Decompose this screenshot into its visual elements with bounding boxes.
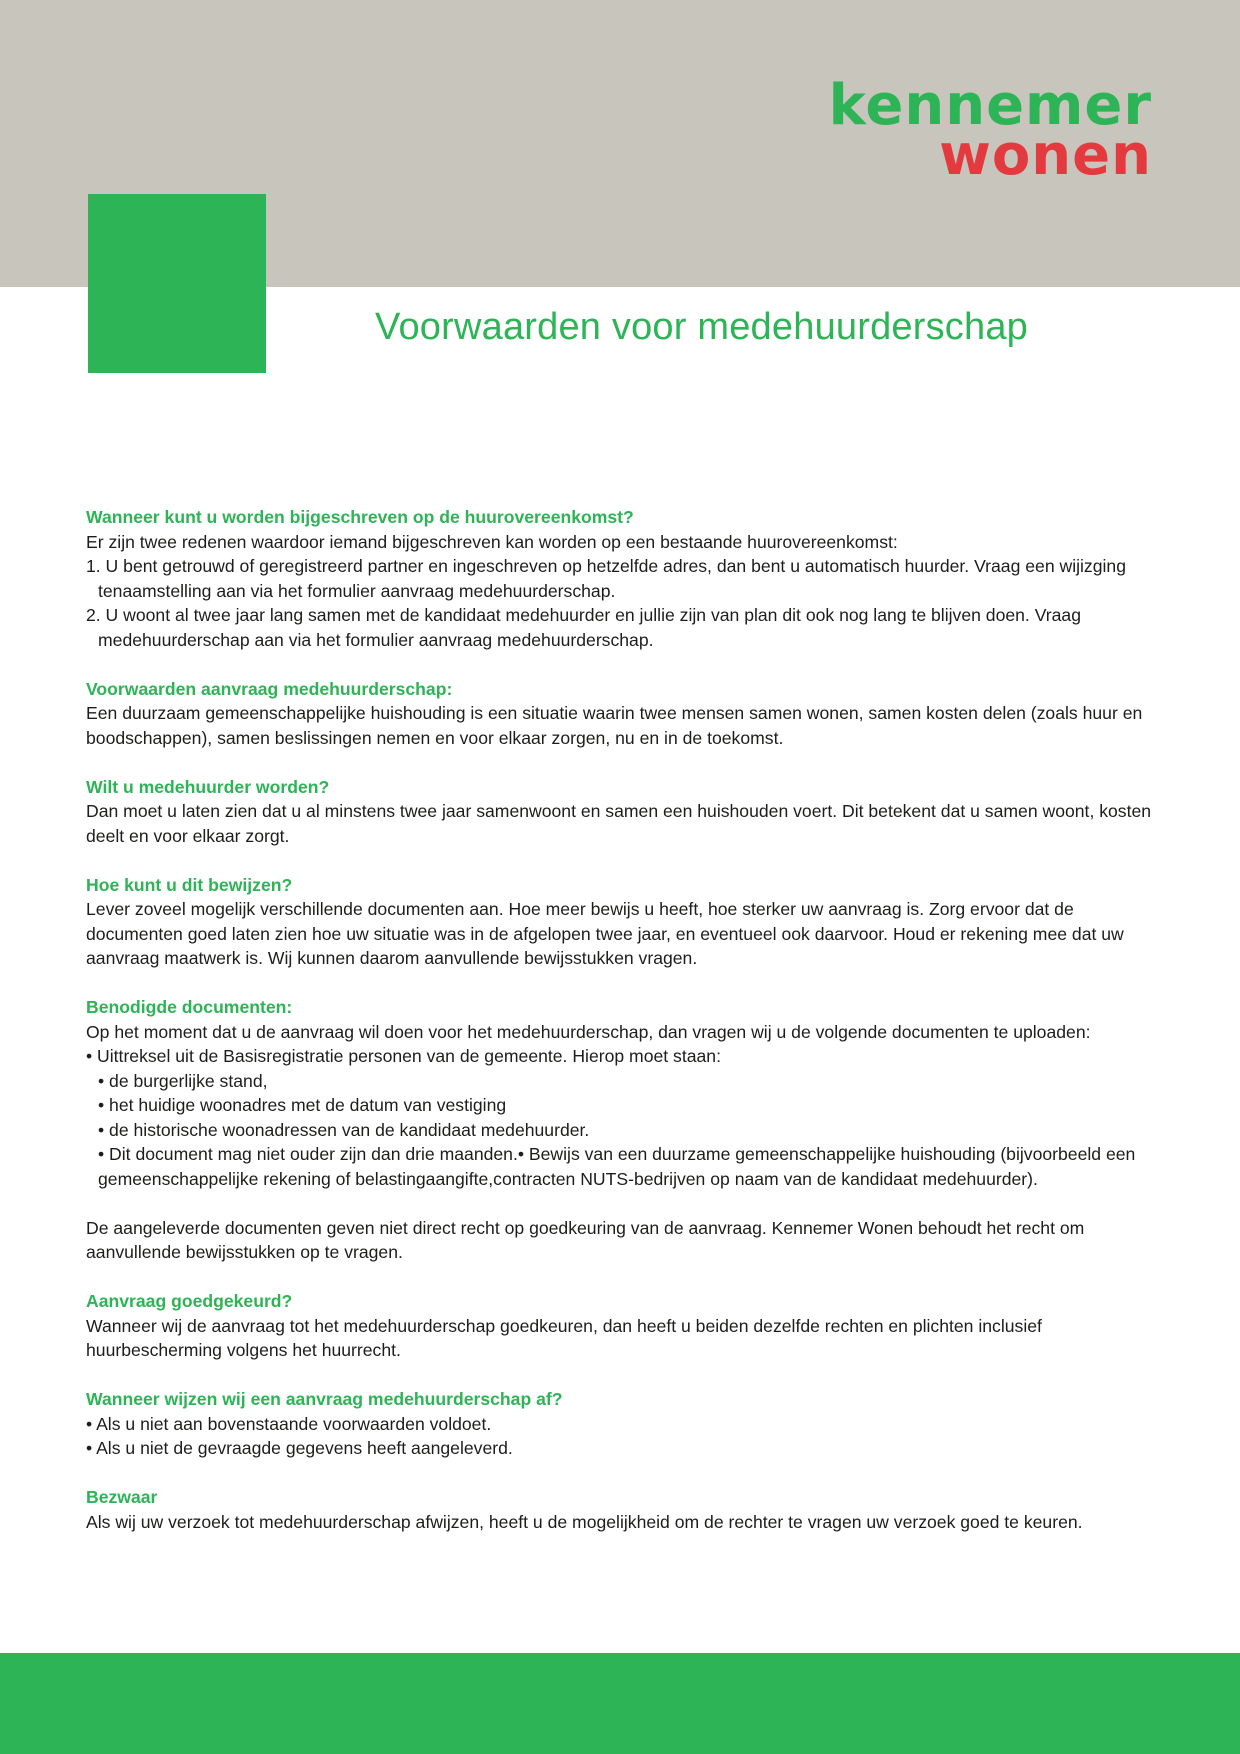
section-intro: Op het moment dat u de aanvraag wil doen voor het medehuurderschap, dan vragen wij u de volgende documenten te uploaden:	[86, 1021, 1091, 1042]
bullet-list	[86, 1044, 1156, 1069]
sub-bullet-list	[86, 1069, 1156, 1192]
section-bijschrijven	[86, 505, 1156, 652]
kennemer-wonen-logo	[828, 73, 1152, 188]
footer-band	[0, 1653, 1240, 1754]
section-body: Een duurzaam gemeenschappelijke huishouding is een situatie waarin twee mensen samen wonen, samen kosten delen (zoals huur en boodschappen), samen beslissingen nemen en voor elkaar zorgen, nu en in de toekomst.	[86, 703, 1143, 748]
list-item: 1. U bent getrouwd of geregistreerd partner en ingeschreven op hetzelfde adres, dan bent u automatisch huurder. Vraag een wijizging tenaamstelling aan via het formulier aanvraag medehuurderschap.	[86, 556, 1126, 601]
list-item: • Als u niet aan bovenstaande voorwaarden voldoet.	[86, 1413, 492, 1434]
sub-list-item: • Dit document mag niet ouder zijn dan drie maanden.• Bewijs van een duurzame gemeenschappelijke huishouding (bijvoorbeeld een gemeenschappelijke rekening of belastingaangifte,contracten NUTS-bedrijven op naam van de kandidaat medehuurder).	[98, 1144, 1136, 1189]
section-heading: Bezwaar	[86, 1487, 158, 1507]
list-item: • Uittreksel uit de Basisregistratie personen van de gemeente. Hierop moet staan:	[86, 1046, 721, 1066]
section-bezwaar	[86, 1485, 1156, 1534]
section-intro: Er zijn twee redenen waardoor iemand bijgeschreven kan worden op een bestaande huurovereenkomst:	[86, 531, 898, 552]
decorative-green-square	[88, 194, 266, 373]
document-body	[86, 505, 1156, 1559]
section-heading: Wanneer kunt u worden bijgeschreven op de huurovereenkomst?	[86, 507, 634, 527]
section-afwijzing	[86, 1387, 1156, 1461]
section-heading: Benodigde documenten:	[86, 997, 293, 1017]
section-voorwaarden	[86, 677, 1156, 751]
section-heading: Wanneer wijzen wij een aanvraag medehuurderschap af?	[86, 1389, 563, 1409]
list-item: • Als u niet de gevraagde gegevens heeft aangeleverd.	[86, 1438, 513, 1458]
section-medehuurder-worden	[86, 775, 1156, 849]
logo-line-wonen: wonen	[939, 123, 1152, 188]
section-heading: Aanvraag goedgekeurd?	[86, 1291, 293, 1311]
sub-list-item: • de historische woonadressen van de kandidaat medehuurder.	[98, 1119, 590, 1140]
numbered-list	[86, 554, 1156, 652]
section-heading: Voorwaarden aanvraag medehuurderschap:	[86, 678, 453, 699]
logo-line-kennemer: kennemer	[828, 73, 1152, 138]
section-body: Lever zoveel mogelijk verschillende documenten aan. Hoe meer bewijs u heeft, hoe sterker uw aanvraag is. Zorg ervoor dat de documenten goed laten zien hoe uw situatie was in de afgelopen twee jaar, en eventueel ook daarvoor. Houd er rekening mee dat uw aanvraag maatwerk is. Wij kunnen daarom aanvullende bewijsstukken vragen.	[86, 899, 1124, 968]
section-goedgekeurd	[86, 1289, 1156, 1363]
section-body: Wanneer wij de aanvraag tot het medehuurderschap goedkeuren, dan heeft u beiden dezelfde rechten en plichten inclusief huurbescherming volgens het huurrecht.	[86, 1315, 1042, 1360]
page-title: Voorwaarden voor medehuurderschap	[375, 306, 1029, 348]
section-benodigde-documenten	[86, 995, 1156, 1191]
section-bewijzen	[86, 873, 1156, 971]
section-heading: Wilt u medehuurder worden?	[86, 776, 330, 797]
section-disclaimer	[86, 1216, 1156, 1265]
section-body: De aangeleverde documenten geven niet direct recht op goedkeuring van de aanvraag. Kennemer Wonen behoudt het recht om aanvullende bewijsstukken op te vragen.	[86, 1217, 1085, 1262]
section-body: Als wij uw verzoek tot medehuurderschap afwijzen, heeft u de mogelijkheid om de rechter te vragen uw verzoek goed te keuren.	[86, 1511, 1083, 1532]
section-heading: Hoe kunt u dit bewijzen?	[86, 874, 293, 895]
bullet-list	[86, 1412, 1156, 1461]
sub-list-item: • de burgerlijke stand,	[98, 1070, 268, 1091]
list-item: 2. U woont al twee jaar lang samen met de kandidaat medehuurder en jullie zijn van plan dit ook nog lang te blijven doen. Vraag medehuurderschap aan via het formulier aanvraag medehuurderschap.	[86, 605, 1082, 650]
sub-list-item: • het huidige woonadres met de datum van vestiging	[98, 1095, 507, 1115]
section-body: Dan moet u laten zien dat u al minstens twee jaar samenwoont en samen een huishouden voert. Dit betekent dat u samen woont, kosten deelt en voor elkaar zorgt.	[86, 801, 1152, 846]
